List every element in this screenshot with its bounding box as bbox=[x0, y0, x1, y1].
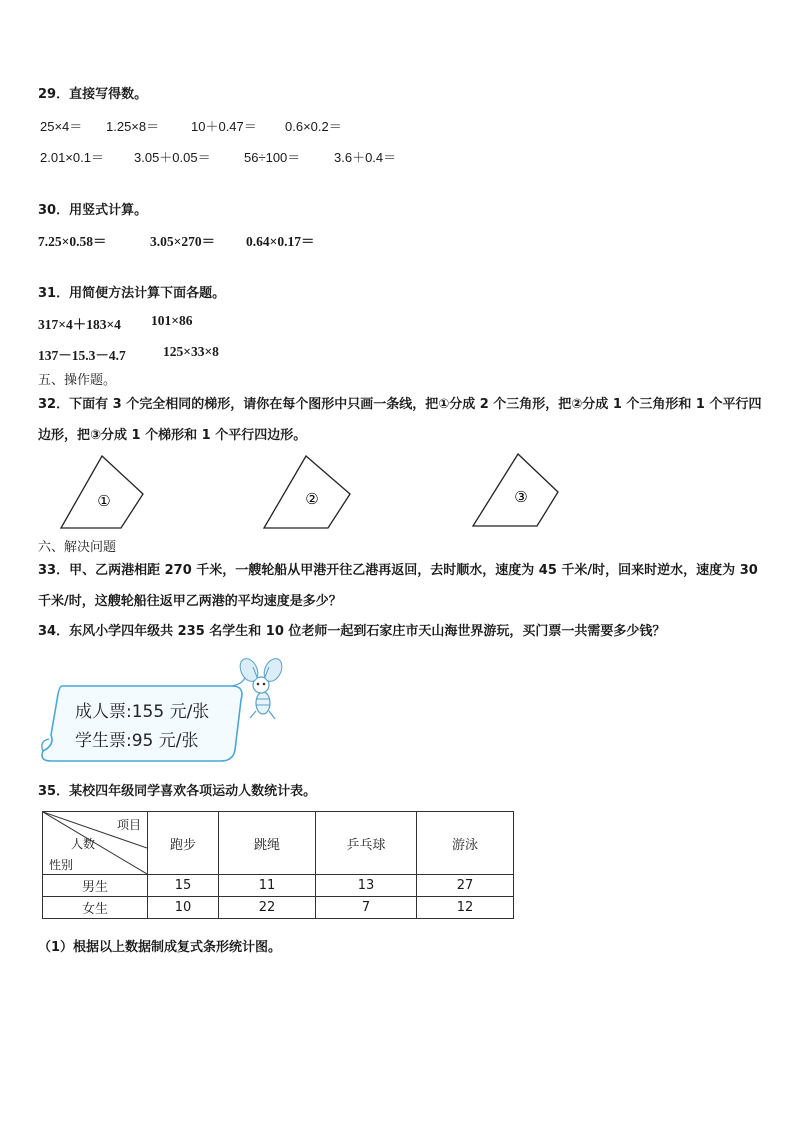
q30-item-3: 0.64×0.17＝ bbox=[246, 234, 315, 249]
corner-label-gender: 性别 bbox=[49, 858, 74, 872]
column-header: 跑步 bbox=[148, 812, 219, 875]
q29-r2-c3: 56÷100＝ bbox=[244, 150, 301, 165]
table-cell: 13 bbox=[316, 875, 417, 897]
student-ticket-price: 学生票:95 元/张 bbox=[75, 731, 199, 751]
trapezoid-figures bbox=[0, 448, 794, 533]
trapezoid-1-label: ① bbox=[97, 492, 111, 510]
q31-r2-c2: 125×33×8 bbox=[163, 344, 219, 359]
column-header: 游泳 bbox=[417, 812, 514, 875]
q29-r1-c2: 1.25×8＝ bbox=[106, 119, 160, 134]
q29-r1-c1: 25×4＝ bbox=[40, 119, 83, 134]
q34-text: 34．东风小学四年级共 235 名学生和 10 位老师一起到石家庄市天山海世界游玩，买门票一共需要多少钱？ bbox=[38, 624, 666, 639]
column-header: 乒乓球 bbox=[316, 812, 417, 875]
q31-r1-c1: 317×4＋183×4 bbox=[38, 317, 121, 332]
table-corner-cell bbox=[43, 812, 148, 875]
table-row bbox=[43, 897, 514, 919]
q31-r1-c2: 101×86 bbox=[151, 313, 193, 328]
q31-title: 31．用简便方法计算下面各题。 bbox=[38, 286, 226, 301]
section-6-heading: 六、解决问题 bbox=[38, 540, 117, 555]
trapezoid-3-label: ③ bbox=[514, 488, 528, 506]
q30-item-2: 3.05×270＝ bbox=[150, 234, 216, 249]
trapezoid-1 bbox=[61, 456, 143, 528]
corner-label-count: 人数 bbox=[71, 837, 96, 851]
table-cell: 15 bbox=[148, 875, 219, 897]
q35-text: 35．某校四年级同学喜欢各项运动人数统计表。 bbox=[38, 784, 317, 799]
corner-label-project: 项目 bbox=[116, 818, 141, 832]
table-cell: 22 bbox=[219, 897, 316, 919]
trapezoid-2-label: ② bbox=[305, 490, 319, 508]
ticket-price-scroll bbox=[37, 655, 287, 765]
q31-r2-c1: 137－15.3－4.7 bbox=[38, 348, 126, 363]
q30-title: 30．用竖式计算。 bbox=[38, 203, 148, 218]
sports-stats-table bbox=[42, 811, 514, 919]
row-label: 男生 bbox=[43, 875, 148, 897]
table-cell: 7 bbox=[316, 897, 417, 919]
table-cell: 11 bbox=[219, 875, 316, 897]
q30-item-1: 7.25×0.58＝ bbox=[38, 234, 107, 249]
table-cell: 10 bbox=[148, 897, 219, 919]
row-label: 女生 bbox=[43, 897, 148, 919]
q29-r2-c1: 2.01×0.1＝ bbox=[40, 150, 104, 165]
q29-r2-c4: 3.6＋0.4＝ bbox=[334, 150, 397, 165]
adult-ticket-price: 成人票:155 元/张 bbox=[75, 702, 210, 722]
table-cell: 27 bbox=[417, 875, 514, 897]
q29-title: 29．直接写得数。 bbox=[38, 87, 148, 102]
table-cell: 12 bbox=[417, 897, 514, 919]
bee-mascot-icon bbox=[237, 656, 286, 719]
q29-r2-c2: 3.05＋0.05＝ bbox=[134, 150, 211, 165]
q33-text: 33．甲、乙两港相距 270 千米，一艘轮船从甲港开往乙港再返回，去时顺水，速度为 45 千米/时，回来时逆水，速度为 30 千米/时，这艘轮船往返甲乙两港的平均速度是多少？ bbox=[38, 563, 758, 609]
q35-sub1: （1）根据以上数据制成复式条形统计图。 bbox=[38, 940, 282, 955]
section-5-heading: 五、操作题。 bbox=[38, 373, 117, 388]
table-row bbox=[43, 875, 514, 897]
q29-r1-c4: 0.6×0.2＝ bbox=[285, 119, 342, 134]
trapezoid-2 bbox=[264, 456, 350, 528]
q32-text: 32．下面有 3 个完全相同的梯形，请你在每个图形中只画一条线，把①分成 2 个三角形，把②分成 1 个三角形和 1 个平行四边形，把③分成 1 个梯形和 1 个平行四边形。 bbox=[38, 397, 762, 443]
trapezoid-3 bbox=[473, 454, 558, 526]
q29-r1-c3: 10＋0.47＝ bbox=[191, 119, 257, 134]
column-header: 跳绳 bbox=[219, 812, 316, 875]
